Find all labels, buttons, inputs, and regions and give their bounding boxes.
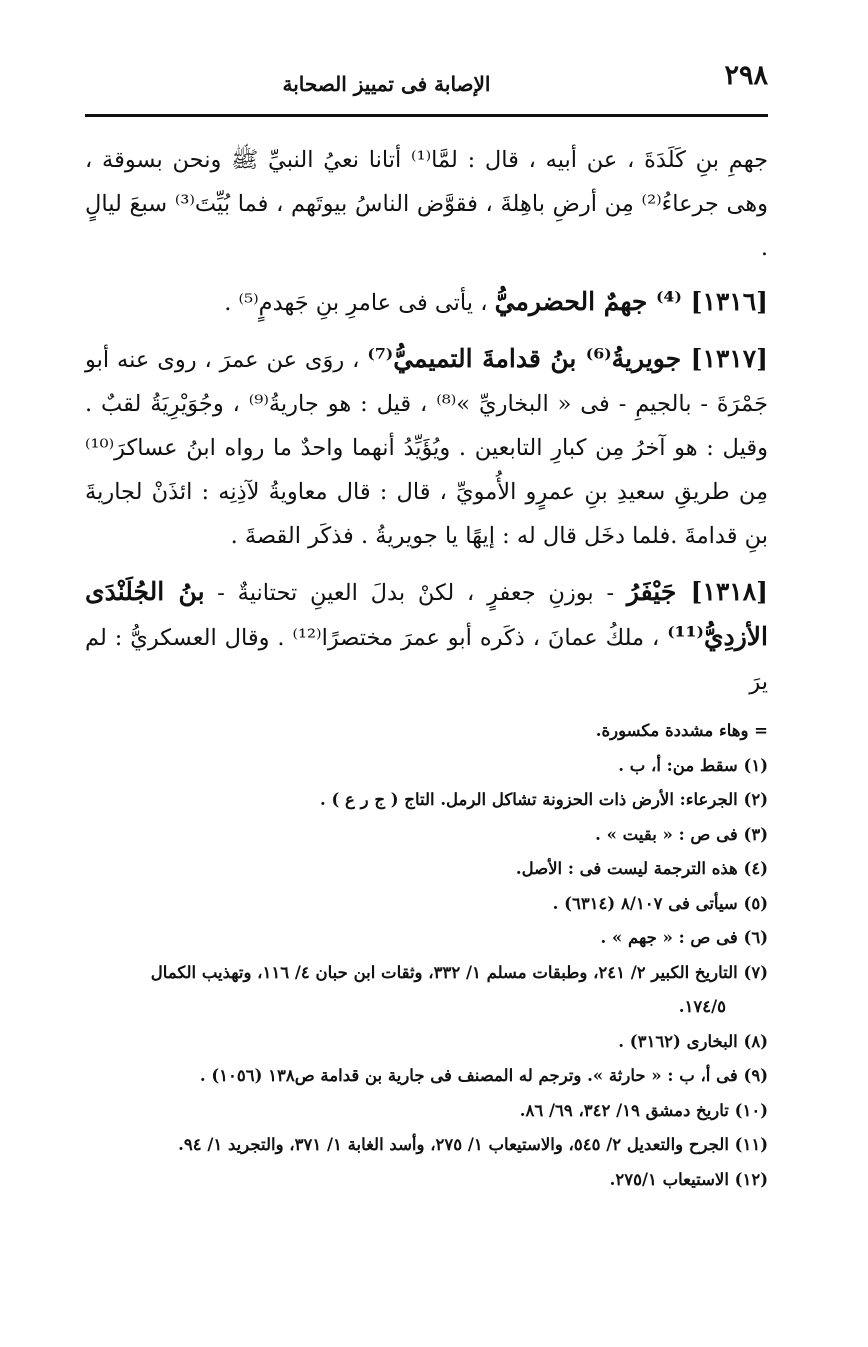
entry-1318-heading-name: بنُ الجُلَنْدَى الأزدِيُّ⁽¹¹⁾	[85, 577, 768, 651]
footnote: (١١) الجرح والتعديل ٢/ ٥٤٥، والاستيعاب ١/ ٢٧٥، وأسد الغابة ١/ ٣٧١، والتجريد ١/ ٩٤.	[178, 1135, 768, 1154]
footnote: = وهاء مشددة مكسورة.	[595, 721, 768, 740]
footnote: (٣) فى ص : « بقيت » .	[595, 824, 768, 844]
page-number: ٢٩٨	[724, 60, 768, 91]
entry-1318-text-before: - بوزنِ جعفرٍ ، لكنْ بدلَ العينِ تحتانيةٌ -	[204, 580, 627, 606]
footnotes	[85, 714, 768, 1197]
entry-1316-text: ، يأتى فى عامرِ بنِ جَهدمٍ⁽⁵⁾ .	[224, 290, 495, 316]
footnote: (٩) فى أ، ب : « حارثة ». وترجم له المصنف فى جارية بن قدامة ص١٣٨ (١٠٥٦) .	[199, 1066, 768, 1085]
entry-1316-heading: [١٣١٦] ⁽⁴⁾ جهمٌ الحضرميُّ	[494, 287, 768, 316]
entry-1318	[85, 570, 768, 704]
entry-1316	[85, 280, 768, 325]
footnote: (٢) الجرعاء: الأرض ذات الحزونة تشاكل الرمل. التاج ( ج ر ع ) .	[320, 790, 768, 809]
footnote: (٥) سيأتى فى ٨/١٠٧ (٦٣١٤) .	[552, 893, 768, 913]
entry-1318-heading: [١٣١٨] جَيْفَرُ	[626, 577, 768, 606]
footnote: (٤) هذه الترجمة ليست فى : الأصل.	[515, 859, 768, 878]
running-title: الإصابة فى تمييز الصحابة	[282, 72, 491, 96]
footnote: (٧) التاريخ الكبير ٢/ ٢٤١، وطبقات مسلم ١/ ٣٣٢، وثقات ابن حبان ٤/ ١١٦، وتهذيب الكمال	[150, 962, 768, 982]
page-header	[85, 60, 768, 100]
entry-1317-text: ، روَى عن عمرَ ، روى عنه أبو جَمْرَةَ - بالجيمِ - فى « البخاريِّ »⁽⁸⁾ ، قيل : هو جاريةُ⁽⁹⁾ ، وجُوَيْرِيَةُ لقبٌ . وقيل : هو آخرُ مِن كبارِ التابعين . ويُؤَيِّدُ أنهما واحدٌ ما رواه ابنُ عساكرَ⁽¹⁰⁾ مِن طريقِ سعيدِ بنِ عمرٍو الأُمويِّ ، قال : قال معاويةُ لآذِنِه : ائذَنْ لجاريةَ بنِ قدامةَ .فلما دخَل قال له : إيهًا يا جويريةُ . فذكَر القصةَ .	[85, 347, 768, 549]
footnote: (١) سقط من: أ، ب .	[618, 755, 768, 775]
footnote: (١٠) تاريخ دمشق ١٩/ ٣٤٢، ٦٩/ ٨٦.	[519, 1100, 768, 1120]
footnote: (٨) البخارى (٣١٦٢) .	[618, 1031, 768, 1051]
header-rule	[85, 114, 768, 117]
footnote: (١٢) الاستيعاب ٢٧٥/١.	[609, 1169, 768, 1189]
footnote: (٦) فى ص : « جهم » .	[600, 928, 768, 947]
entry-1317-heading: [١٣١٧] جويريةُ⁽⁶⁾ بنُ قدامةَ التميميُّ⁽⁷⁾	[367, 344, 769, 373]
main-text	[85, 138, 768, 716]
entry-1317	[85, 337, 768, 558]
footnote-continuation: ١٧٤/٥.	[678, 997, 726, 1016]
entry-1318-text-after: ، ملكُ عمانَ ، ذكَره أبو عمرَ مختصرًا⁽¹²⁾ . وقال العسكريُّ : لم يرَ	[85, 625, 768, 695]
paragraph-continuation: جهمِ بنِ كَلَدَةَ ، عن أبيه ، قال : لمَّا⁽¹⁾ أتانا نعيُ النبيِّ ﷺ ونحن بسوقة ، وهى جرعاءُ⁽²⁾ مِن أرضِ باهِلةَ ، فقوَّض الناسُ بيوتَهم ، فما بُيِّتَ⁽³⁾ سبعَ ليالٍ .	[85, 147, 768, 261]
